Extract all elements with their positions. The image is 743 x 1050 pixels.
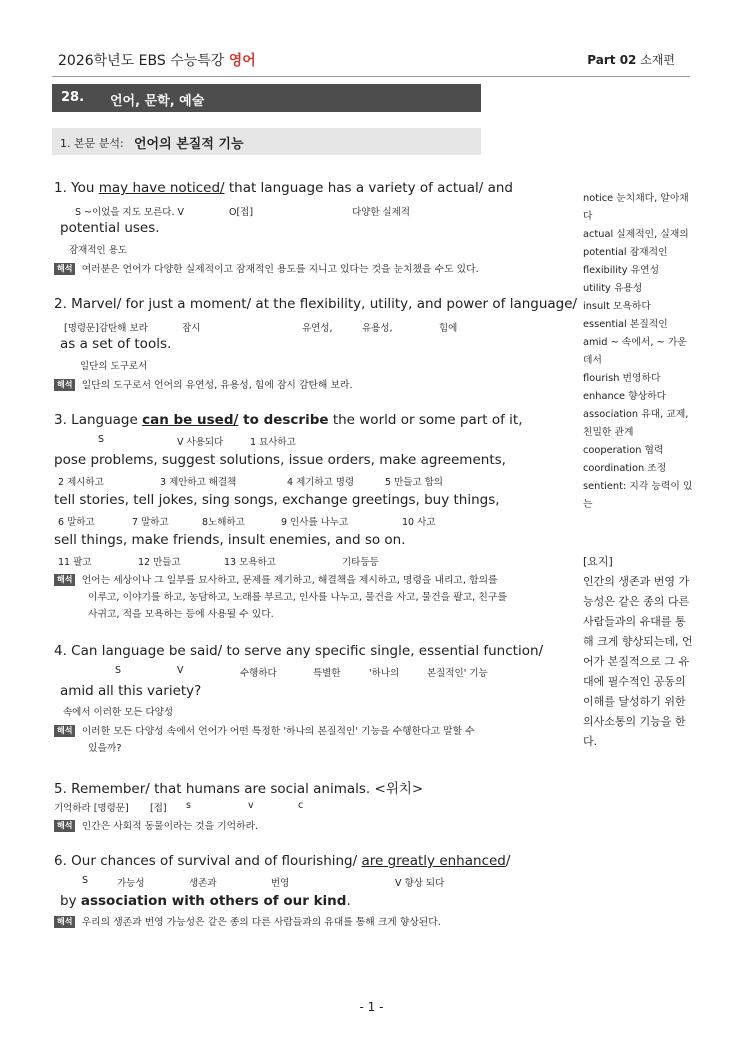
vocab-item: cooperation 협력: [583, 445, 664, 456]
gloss: 2 제시하고: [58, 477, 104, 488]
sentence-4-line-1: 4. Can language be said/ to serve any specific single, essential function/: [54, 643, 544, 659]
vocab-item: actual 실제적인, 실재의: [583, 229, 689, 240]
gloss: S ~이었을 지도 모른다. V: [75, 207, 185, 218]
gloss: 10 사고: [402, 517, 436, 528]
gloss: 7 말하고: [132, 517, 169, 528]
sentence-1-line-1: 1. You may have noticed/ that language has a variety of actual/ and: [54, 180, 513, 196]
sentence-6-line-1: 6. Our chances of survival and of flourishing/ are greatly enhanced/: [54, 853, 511, 869]
summary-text: 인간의 생존과 번영 가능성은 같은 종의 다른 사람들과의 유대를 통해 크게 향상되는데, 언어가 본질적으로 그 유대에 필수적인 공동의 이해를 달성하기 위한 의사소통의 기능을 한다.: [583, 575, 693, 748]
gloss: c: [298, 800, 304, 811]
gloss: [접]: [150, 803, 167, 814]
translation-3-line-3: 사귀고, 적을 모욕하는 등에 사용될 수 있다.: [88, 609, 274, 620]
gloss: 13 모욕하고: [224, 557, 276, 568]
header-subject: 영어: [228, 53, 256, 69]
translation-6: 해석 우리의 생존과 번영 가능성은 같은 종의 다른 사람들과의 유대를 통해 크게 향상된다.: [54, 914, 441, 928]
gloss: 생존과: [189, 878, 217, 889]
header-divider: [52, 76, 690, 77]
translation-1: 해석 여러분은 언어가 다양한 실제적이고 잠재적인 용도를 지니고 있다는 것을 눈치챘을 수도 있다.: [54, 261, 479, 275]
gloss: 유연성,: [302, 323, 333, 334]
gloss: S: [98, 434, 105, 445]
gloss: 12 만들고: [138, 557, 181, 568]
sentence-5-line-1: 5. Remember/ that humans are social animals. <위치>: [54, 781, 424, 797]
gloss: 기억하라 [명령문]: [54, 803, 129, 814]
gloss: 4 제기하고 명령: [287, 477, 355, 488]
section-title: 언어, 문학, 예술: [110, 94, 205, 109]
sentence-4-line-2: amid all this variety?: [60, 683, 202, 699]
vocab-item: enhance 향상하다: [583, 391, 667, 402]
translation-4-line-2: 있을까?: [88, 743, 122, 754]
translation-3-line-1: 해석 언어는 세상이나 그 일부를 묘사하고, 문제를 제기하고, 해결책을 제시하고, 명령을 내리고, 합의를: [54, 572, 498, 586]
gloss: 잠시: [182, 323, 201, 334]
gloss: O[접]: [229, 207, 254, 218]
sentence-2-line-1: 2. Marvel/ for just a moment/ at the flexibility, utility, and power of language/: [54, 296, 578, 312]
gloss: 1 묘사하고: [250, 437, 296, 448]
gloss: 번영: [271, 878, 290, 889]
gloss: 5 만들고 합의: [385, 477, 443, 488]
gloss: 일단의 도구로서: [80, 361, 148, 372]
gloss: 다양한 실제적: [352, 207, 411, 218]
vocab-item: association 유대, 교제, 친밀한 관계: [583, 409, 689, 438]
translation-3-line-2: 이루고, 이야기를 하고, 농담하고, 노래를 부르고, 인사를 나누고, 물건을 사고, 물건을 팔고, 친구를: [88, 592, 507, 603]
translation-4-line-1: 해석 이러한 모든 다양성 속에서 언어가 어떤 특정한 '하나의 본질적인' 기능을 수행한다고 말할 수: [54, 723, 475, 737]
gloss: 6 말하고: [58, 517, 95, 528]
subsection-title: 언어의 본질적 기능: [134, 137, 244, 152]
gloss: 수행하다: [240, 668, 277, 679]
vocab-item: insult 모욕하다: [583, 301, 651, 312]
document-header-title: [58, 50, 256, 70]
gloss: S: [82, 875, 89, 886]
gloss: [명령문]감탄해 보라: [64, 323, 148, 334]
sentence-6-line-2: by association with others of our kind.: [60, 893, 351, 909]
gloss: 기타등등: [342, 557, 379, 568]
gloss: 본질적인' 기능: [427, 668, 488, 679]
gloss: '하나의: [369, 668, 400, 679]
section-number: 28.: [61, 90, 85, 105]
gloss: 특별한: [313, 668, 341, 679]
gloss: 8노해하고: [202, 517, 245, 528]
translation-5: 해석 인간은 사회적 동물이라는 것을 기억하라.: [54, 818, 258, 832]
page-number: - 1 -: [359, 1000, 384, 1014]
gloss: 힘에: [439, 323, 458, 334]
sentence-3-line-1: 3. Language can be used/ to describe the world or some part of it,: [54, 412, 523, 428]
header-part-label: Part 02: [587, 53, 637, 67]
sentence-3-line-4: sell things, make friends, insult enemies, and so on.: [54, 532, 406, 548]
subsection-label: 1. 본문 분석:: [60, 137, 124, 150]
vocab-item: potential 잠재적인: [583, 247, 668, 258]
gloss: v: [248, 800, 254, 811]
vocabulary-list: [583, 190, 693, 514]
gloss: 유용성,: [362, 323, 393, 334]
translation-2: 해석 일단의 도구로서 언어의 유연성, 유용성, 힘에 잠시 감탄해 보라.: [54, 377, 353, 391]
gloss: S: [115, 665, 122, 676]
subsection-title-bar: [52, 128, 481, 155]
vocab-item: essential 본질적인: [583, 319, 668, 330]
gloss: 3 제안하고 해결책: [160, 477, 237, 488]
sentence-2-line-2: as a set of tools.: [60, 336, 172, 352]
header-title-text: 2026학년도 EBS 수능특강: [58, 53, 229, 69]
vocab-item: sentient: 지각 능력이 있는: [583, 481, 693, 510]
vocab-item: flourish 번영하다: [583, 373, 661, 384]
gloss: s: [186, 800, 191, 811]
gloss: 속에서 이러한 모든 다양성: [63, 707, 174, 718]
gloss: 9 인사를 나누고: [281, 517, 349, 528]
summary-heading: [요지]: [583, 555, 613, 568]
sentence-3-line-3: tell stories, tell jokes, sing songs, exchange greetings, buy things,: [54, 492, 500, 508]
document-header-part: [587, 51, 675, 68]
gloss: 11 팔고: [58, 557, 92, 568]
gloss: 잠재적인 용도: [69, 245, 128, 256]
translation-tag: 해석: [54, 263, 75, 275]
vocab-item: utility 유용성: [583, 283, 643, 294]
gloss: V 향상 되다: [395, 878, 445, 889]
sentence-3-line-2: pose problems, suggest solutions, issue orders, make agreements,: [54, 452, 506, 468]
vocab-item: notice 눈치채다, 알아채다: [583, 193, 689, 222]
section-title-bar: [52, 84, 481, 112]
gloss: V: [177, 665, 184, 676]
vocab-item: coordination 조정: [583, 463, 667, 474]
header-part-suffix: 소재편: [636, 53, 675, 67]
vocab-item: flexibility 유연성: [583, 265, 660, 276]
vocab-item: amid ~ 속에서, ~ 가운데서: [583, 337, 687, 366]
gloss: V 사용되다: [177, 437, 224, 448]
sentence-1-line-2: potential uses.: [60, 220, 160, 236]
gloss: 가능성: [117, 878, 145, 889]
